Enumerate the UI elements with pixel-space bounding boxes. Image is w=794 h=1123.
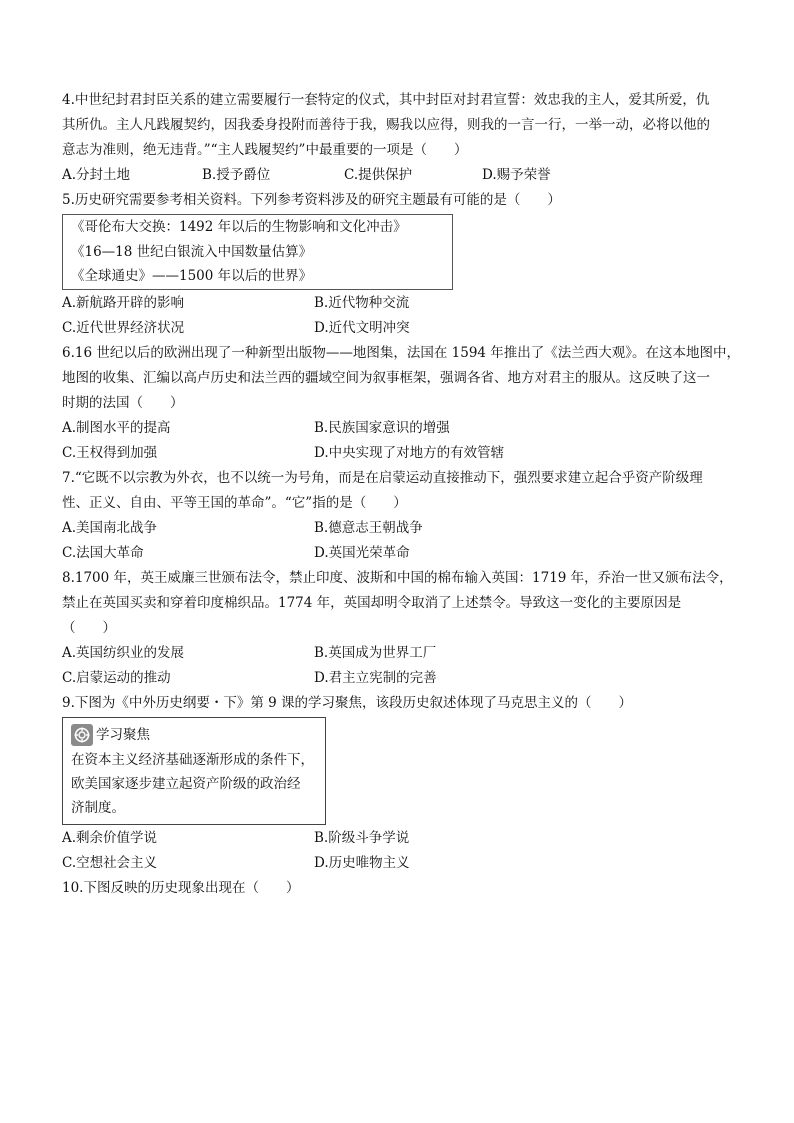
options-row: [62, 666, 734, 691]
options-row: [62, 641, 734, 666]
option-b[interactable]: B.民族国家意识的增强: [314, 419, 450, 436]
question-stem-line: 意志为准则，绝无违背。”“主人践履契约”中最重要的一项是（ ）: [62, 142, 468, 158]
question-7: [62, 466, 734, 566]
focus-text-line: 在资本主义经济基础逐渐形成的条件下，: [71, 751, 314, 768]
question-6: [62, 341, 741, 466]
option-a[interactable]: A.制图水平的提高: [62, 419, 171, 436]
options-row: [62, 516, 734, 541]
option-a[interactable]: A.分封土地: [62, 167, 131, 183]
question-stem-line: 5.历史研究需要参考相关资料。下列参考资料涉及的研究主题最有可能的是（ ）: [62, 192, 561, 208]
options-row: [62, 163, 734, 188]
exam-page: [62, 88, 741, 901]
option-d[interactable]: D.近代文明冲突: [314, 319, 410, 336]
question-5: [62, 188, 734, 341]
learning-focus-box: [62, 717, 326, 825]
question-stem-line: 地图的收集、汇编以高卢历史和法兰西的疆域空间为叙事框架，强调各省、地方对君主的服从。这反映了这一: [62, 369, 710, 386]
question-stem-line: 时期的法国（ ）: [62, 394, 184, 411]
option-d[interactable]: D.中央实现了对地方的有效管辖: [314, 444, 505, 461]
option-c[interactable]: C.启蒙运动的推动: [62, 669, 171, 686]
option-a[interactable]: A.美国南北战争: [62, 519, 158, 536]
options-row: [62, 826, 734, 851]
focus-text-line: 济制度。: [71, 799, 125, 816]
focus-text-line: 欧美国家逐步建立起资产阶级的政治经: [71, 775, 301, 792]
question-8: [62, 566, 734, 691]
question-stem-line: 9.下图为《中外历史纲要・下》第 9 课的学习聚焦，该段历史叙述体现了马克思主义的（ ）: [62, 694, 633, 711]
option-b[interactable]: B.德意志王朝战争: [314, 519, 423, 536]
option-c[interactable]: C.空想社会主义: [62, 854, 158, 871]
focus-target-icon: [71, 724, 93, 746]
question-stem-line: 性、正义、自由、平等王国的革命”。“它”指的是（ ）: [62, 494, 407, 511]
options-row: [62, 291, 734, 316]
question-stem-line: 10.下图反映的历史现象出现在（ ）: [62, 879, 300, 896]
focus-title: 学习聚焦: [96, 726, 150, 743]
option-b[interactable]: B.近代物种交流: [314, 294, 410, 311]
options-row: [62, 441, 734, 466]
question-stem-line: 7.“它既不以宗教为外衣，也不以统一为号角，而是在启蒙运动直接推动下，强烈要求建立起合乎资产阶级理: [62, 469, 703, 486]
options-row: [62, 416, 734, 441]
reference-item: 《16—18 世纪白银流入中国数量估算》: [71, 243, 313, 260]
option-b[interactable]: B.阶级斗争学说: [314, 829, 410, 846]
reference-item: 《全球通史》——1500 年以后的世界》: [71, 268, 313, 284]
option-d[interactable]: D.君主立宪制的完善: [314, 669, 437, 686]
reference-box: [62, 214, 453, 290]
option-b[interactable]: B.英国成为世界工厂: [314, 644, 437, 661]
option-a[interactable]: A.英国纺织业的发展: [62, 644, 185, 661]
option-d[interactable]: D.历史唯物主义: [314, 854, 410, 871]
question-9: [62, 691, 734, 876]
option-a[interactable]: A.剩余价值学说: [62, 829, 158, 846]
option-c[interactable]: C.近代世界经济状况: [62, 319, 185, 336]
question-stem-line: 6.16 世纪以后的欧洲出现了一种新型出版物——地图集，法国在 1594 年推出了《法兰西大观》。在这本地图中，: [62, 344, 741, 361]
option-a[interactable]: A.新航路开辟的影响: [62, 294, 185, 311]
option-c[interactable]: C.法国大革命: [62, 544, 144, 561]
question-stem-line: 禁止在英国买卖和穿着印度棉织品。1774 年，英国却明令取消了上述禁令。导致这一变化的主要原因是: [62, 594, 682, 611]
reference-item: 《哥伦布大交换：1492 年以后的生物影响和文化冲击》: [71, 219, 407, 235]
options-row: [62, 541, 734, 566]
question-stem-line: （ ）: [62, 619, 116, 636]
option-d[interactable]: D.赐予荣誉: [482, 167, 551, 183]
options-row: [62, 316, 734, 341]
question-stem-line: 4.中世纪封君封臣关系的建立需要履行一套特定的仪式，其中封臣对封君宣誓：效忠我的主人，爱其所爱，仇: [62, 92, 710, 108]
option-b[interactable]: B.授予爵位: [202, 167, 271, 183]
question-stem-line: 其所仇。主人凡践履契约，因我委身投附而善待于我，赐我以应得，则我的一言一行，一举一动，必将以他的: [62, 117, 710, 133]
question-10: [62, 876, 734, 901]
focus-header: [71, 722, 321, 748]
option-c[interactable]: C.提供保护: [344, 167, 413, 183]
option-c[interactable]: C.王权得到加强: [62, 444, 158, 461]
option-d[interactable]: D.英国光荣革命: [314, 544, 410, 561]
question-4: [62, 88, 734, 188]
question-stem-line: 8.1700 年，英王威廉三世颁布法令，禁止印度、波斯和中国的棉布输入英国：1719 年，乔治一世又颁布法令，: [62, 569, 733, 586]
options-row: [62, 851, 734, 876]
